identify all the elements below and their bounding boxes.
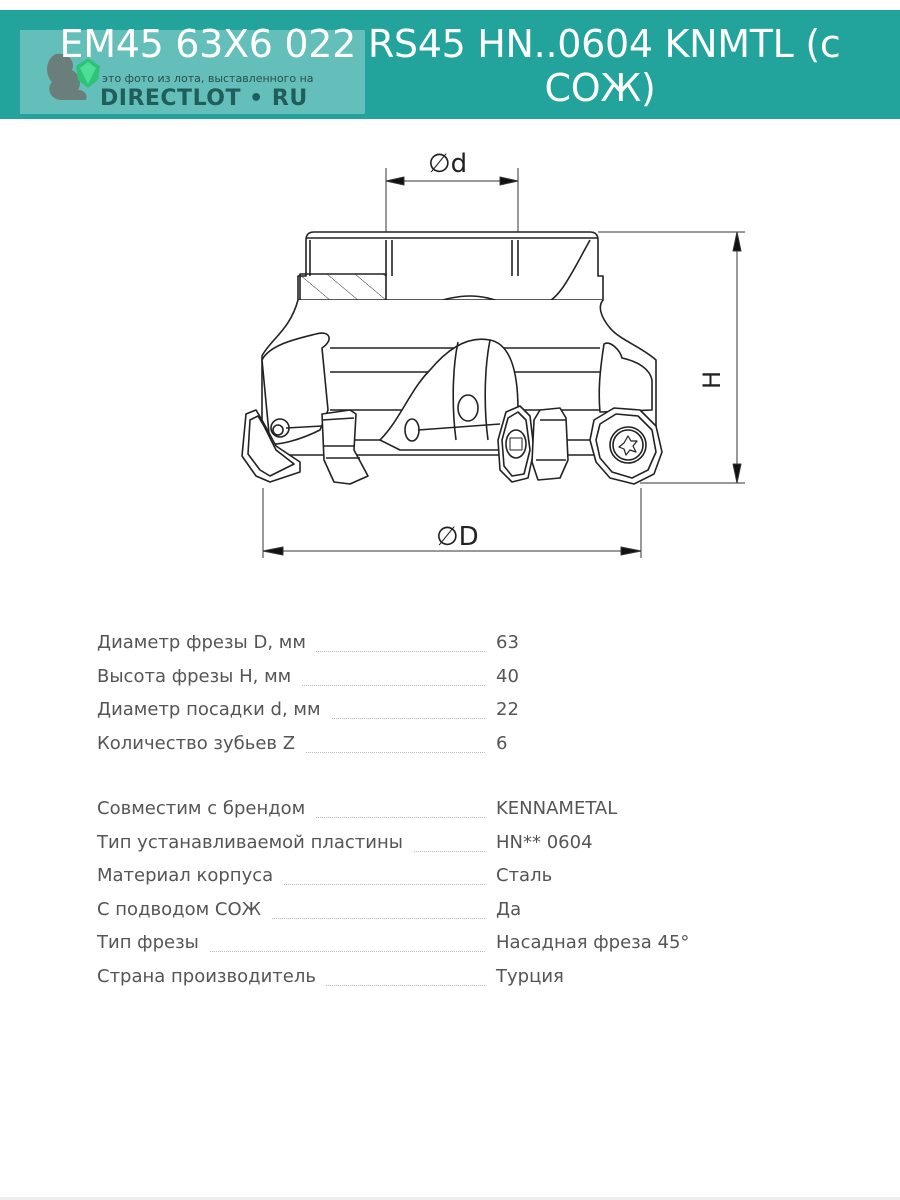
spec-row: [97, 630, 797, 664]
spec-row: [97, 796, 797, 830]
spec-value: 40: [496, 665, 519, 687]
spec-row: [97, 863, 797, 897]
spec-value: Сталь: [496, 865, 553, 886]
spec-value: 6: [496, 732, 508, 754]
spec-value: KENNAMETAL: [496, 798, 618, 819]
spec-row: [97, 664, 797, 698]
spec-label: Материал корпуса: [97, 865, 283, 886]
specs-group-properties: [97, 796, 797, 997]
spec-row: [97, 897, 797, 931]
spec-value: Насадная фреза 45°: [496, 932, 690, 953]
page-title-line-1: EM45 63X6 022 RS45 HN..0604 KNMTL (с: [59, 22, 841, 66]
spec-label: Совместим с брендом: [97, 798, 315, 819]
spec-value: HN** 0604: [496, 831, 593, 853]
spec-label: С подводом СОЖ: [97, 899, 271, 920]
spec-label: Высота фрезы H, мм: [97, 666, 301, 687]
page-title-line-2: СОЖ): [544, 66, 656, 110]
spec-label: Страна производитель: [97, 966, 326, 987]
spec-row: [97, 731, 797, 765]
spec-label: Диаметр посадки d, мм: [97, 699, 331, 720]
watermark-caption: это фото из лота, выставленного на: [102, 72, 314, 85]
cutter-hub: [298, 232, 603, 310]
title-banner: [0, 10, 900, 119]
spec-label: Диаметр фрезы D, мм: [97, 632, 316, 653]
spec-row: [97, 964, 797, 998]
cutter-drawing: [0, 130, 900, 580]
spec-label: Тип фрезы: [97, 932, 209, 953]
spec-value: Турция: [496, 965, 564, 987]
spec-value: Да: [496, 898, 522, 920]
spec-value: 63: [496, 632, 519, 653]
specs-list: [97, 630, 797, 1029]
spec-label: Количество зубьев Z: [97, 733, 305, 754]
spec-row: [97, 697, 797, 731]
spec-label: Тип устанавливаемой пластины: [97, 832, 413, 853]
spec-row: [97, 830, 797, 864]
spec-row: [97, 930, 797, 964]
specs-group-dimensions: [97, 630, 797, 764]
watermark-brand: DIRECTLOT • RU: [100, 86, 308, 111]
dim-bore-label: ∅d: [428, 149, 468, 179]
dim-height-label: H: [698, 370, 726, 390]
dim-diameter-label: ∅D: [436, 522, 479, 552]
spec-value: 22: [496, 699, 519, 720]
